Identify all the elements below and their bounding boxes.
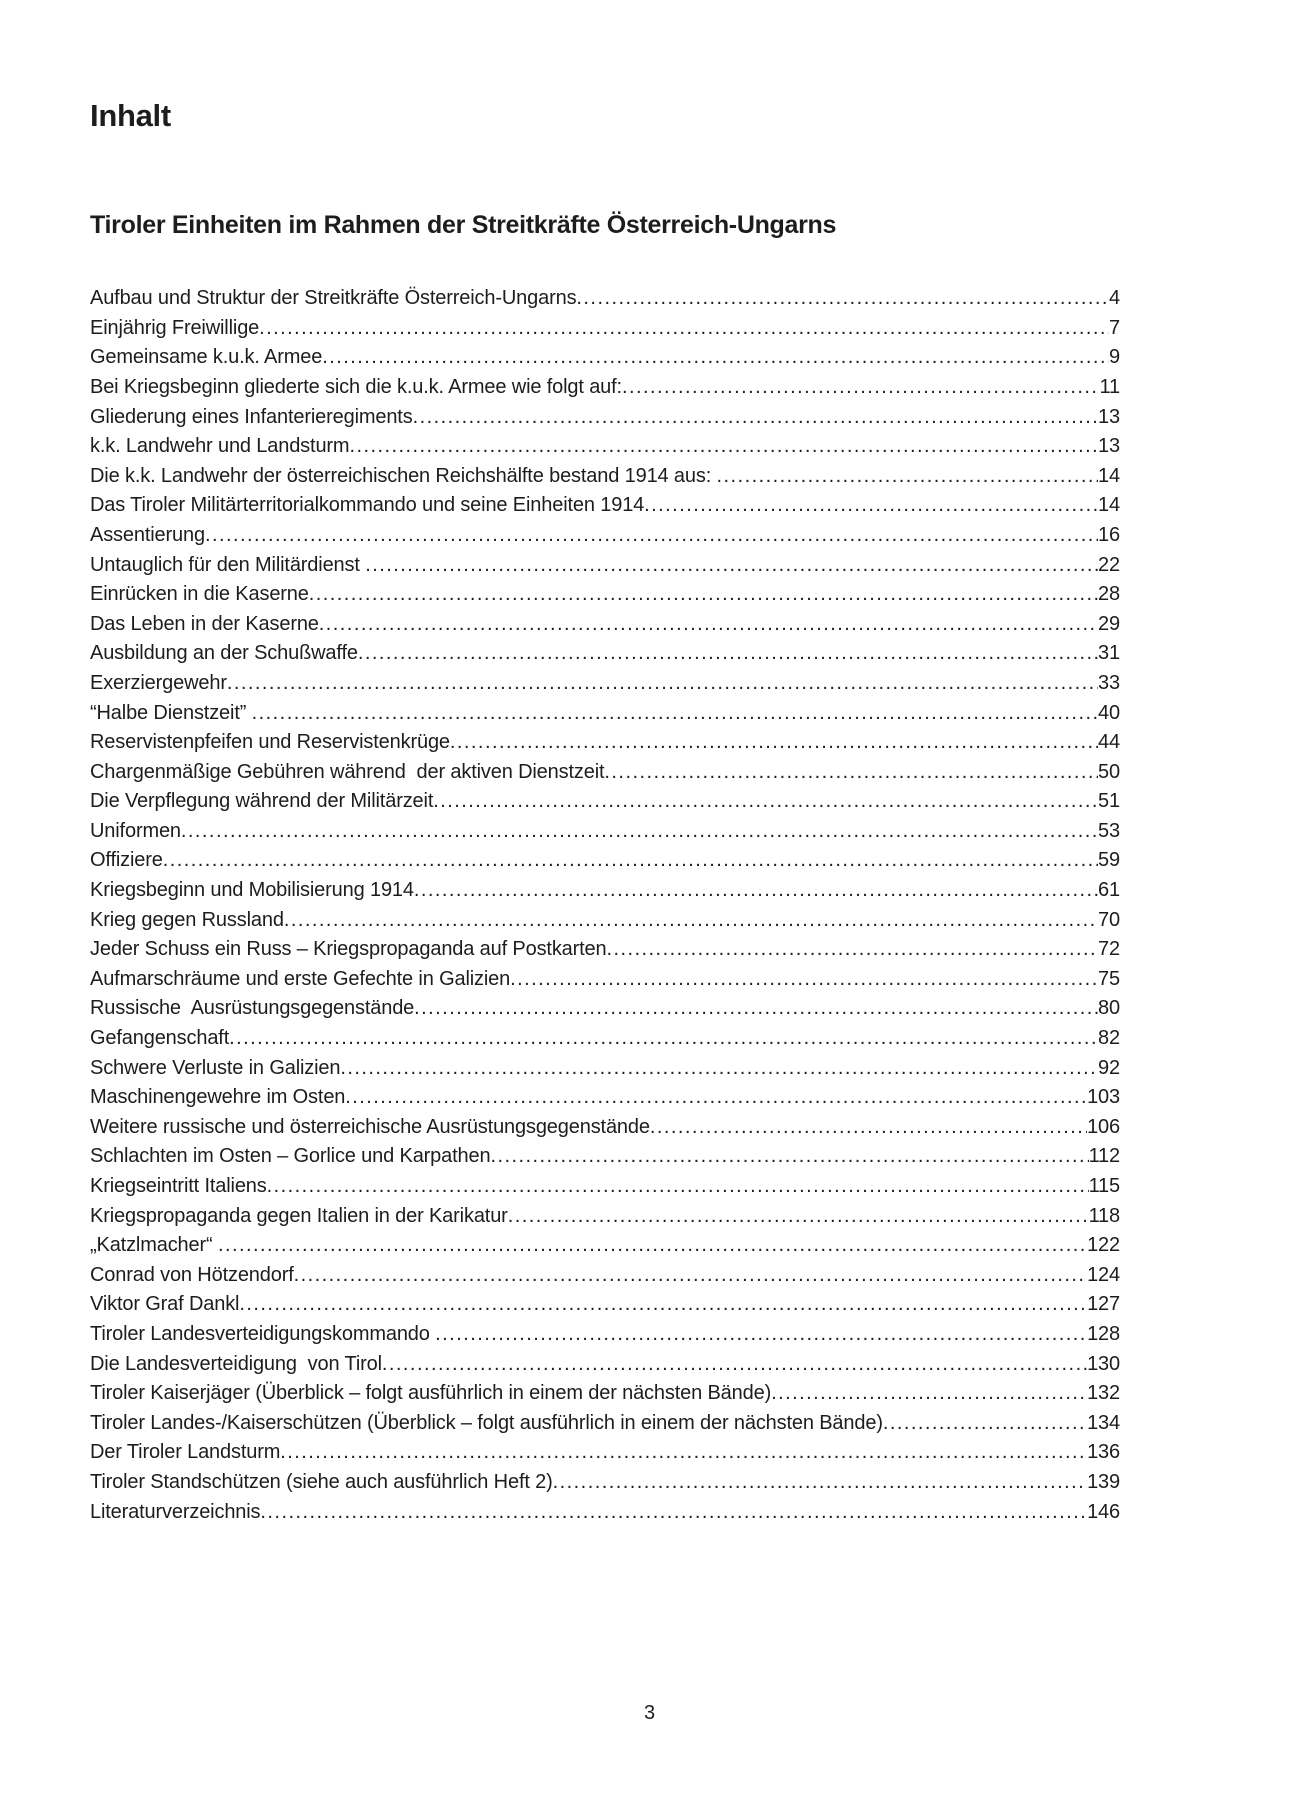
toc-entry-page-number: 132 — [1087, 1382, 1120, 1405]
toc-entry-page-number: 70 — [1098, 908, 1120, 931]
toc-entry — [90, 403, 1120, 433]
toc-entry-title: “Halbe Dienstzeit” — [90, 701, 252, 724]
toc-entry-title: Aufmarschräume und erste Gefechte in Galizien — [90, 967, 511, 990]
toc-entry — [90, 639, 1120, 669]
toc-entry-title: Conrad von Hötzendorf — [90, 1263, 294, 1286]
toc-entry-title: Offiziere — [90, 849, 163, 872]
toc-leader-dots — [349, 432, 1098, 462]
toc-entry-page-number: 82 — [1098, 1027, 1120, 1050]
toc-entry-title: Tiroler Kaiserjäger (Überblick – folgt ausführlich in einem der nächsten Bände) — [90, 1382, 772, 1405]
toc-leader-dots — [413, 403, 1098, 433]
toc-entry-page-number: 92 — [1098, 1056, 1120, 1079]
toc-leader-dots — [267, 1172, 1089, 1202]
toc-entry-page-number: 7 — [1109, 316, 1120, 339]
toc-leader-dots — [622, 373, 1100, 403]
toc-entry-title: Kriegseintritt Italiens — [90, 1175, 267, 1197]
toc-entry-page-number: 22 — [1098, 553, 1120, 576]
toc-entry-page-number: 28 — [1098, 583, 1120, 606]
toc-entry — [90, 699, 1120, 729]
toc-entry-page-number: 115 — [1088, 1175, 1120, 1197]
toc-entry-page-number: 11 — [1099, 375, 1120, 398]
page-content — [90, 0, 1120, 1527]
toc-leader-dots — [322, 343, 1109, 373]
toc-leader-dots — [319, 610, 1098, 640]
toc-entry-page-number: 59 — [1098, 849, 1120, 872]
toc-entry — [90, 462, 1120, 492]
toc-entry-title: Schwere Verluste in Galizien — [90, 1056, 341, 1079]
toc-leader-dots — [604, 758, 1098, 788]
toc-entry-page-number: 72 — [1098, 938, 1120, 961]
toc-leader-dots — [294, 1261, 1087, 1291]
toc-entry-title: Kriegspropaganda gegen Italien in der Karikatur — [90, 1204, 508, 1227]
toc-entry — [90, 373, 1120, 403]
toc-entry — [90, 1172, 1120, 1202]
toc-entry — [90, 965, 1120, 995]
toc-entry-title: Einjährig Freiwillige — [90, 316, 260, 339]
toc-entry-page-number: 13 — [1098, 435, 1120, 458]
toc-leader-dots — [259, 314, 1109, 344]
toc-entry-title: Chargenmäßige Gebühren während der aktiven Dienstzeit — [90, 760, 605, 783]
toc-entry — [90, 1054, 1120, 1084]
toc-entry — [90, 1113, 1120, 1143]
toc-entry — [90, 728, 1120, 758]
toc-entry-page-number: 53 — [1098, 819, 1120, 842]
toc-entry-title: Aufbau und Struktur der Streitkräfte Österreich-Ungarns — [90, 287, 577, 310]
toc-entry-page-number: 29 — [1098, 612, 1120, 635]
toc-leader-dots — [260, 1498, 1087, 1528]
toc-leader-dots — [553, 1468, 1087, 1498]
toc-entry-page-number: 9 — [1109, 346, 1120, 369]
toc-leader-dots — [433, 787, 1098, 817]
toc-entry-title: Kriegsbeginn und Mobilisierung 1914 — [90, 879, 414, 902]
toc-entry — [90, 817, 1120, 847]
toc-list — [90, 240, 1120, 1527]
toc-leader-dots — [414, 876, 1098, 906]
toc-leader-dots — [340, 1054, 1098, 1084]
toc-leader-dots — [644, 491, 1098, 521]
toc-entry — [90, 787, 1120, 817]
toc-entry-title: Das Tiroler Militärterritorialkommando und seine Einheiten 1914 — [90, 494, 645, 517]
toc-entry-title: Tiroler Landes-/Kaiserschützen (Überblick – folgt ausführlich in einem der nächsten Bände) — [90, 1411, 883, 1434]
toc-entry — [90, 1024, 1120, 1054]
toc-entry-page-number: 130 — [1087, 1352, 1120, 1375]
toc-entry-title: Tiroler Landesverteidigungskommando — [90, 1322, 436, 1345]
toc-entry — [90, 284, 1120, 314]
toc-entry-page-number: 139 — [1087, 1470, 1120, 1493]
toc-entry-page-number: 14 — [1098, 464, 1120, 487]
toc-entry — [90, 876, 1120, 906]
toc-entry-title: Uniformen — [90, 819, 181, 842]
toc-entry-page-number: 146 — [1087, 1500, 1120, 1523]
toc-entry — [90, 1379, 1120, 1409]
toc-leader-dots — [650, 1113, 1087, 1143]
toc-leader-dots — [510, 965, 1098, 995]
toc-leader-dots — [717, 462, 1099, 492]
toc-entry — [90, 610, 1120, 640]
toc-entry-title: Gemeinsame k.u.k. Armee — [90, 346, 323, 369]
toc-entry — [90, 846, 1120, 876]
toc-leader-dots — [239, 1290, 1087, 1320]
toc-entry — [90, 669, 1120, 699]
toc-entry-title: Schlachten im Osten – Gorlice und Karpathen — [90, 1145, 491, 1168]
toc-entry-page-number: 44 — [1098, 731, 1120, 754]
section-heading: Tiroler Einheiten im Rahmen der Streitkräfte Österreich-Ungarns — [90, 211, 837, 240]
toc-entry-title: „Katzlmacher“ — [90, 1234, 218, 1257]
toc-entry-page-number: 51 — [1098, 790, 1120, 813]
toc-entry-page-number: 122 — [1087, 1234, 1120, 1257]
toc-entry — [90, 521, 1120, 551]
toc-entry-title: Weitere russische und österreichische Ausrüstungsgegenstände — [90, 1115, 650, 1138]
footer-page-number: 3 — [643, 1702, 656, 1724]
toc-entry — [90, 1231, 1120, 1261]
toc-entry-title: Untauglich für den Militärdienst — [90, 553, 366, 576]
toc-leader-dots — [309, 580, 1098, 610]
toc-leader-dots — [284, 906, 1098, 936]
toc-entry — [90, 432, 1120, 462]
toc-entry-title: Ausbildung an der Schußwaffe — [90, 642, 358, 665]
toc-entry — [90, 343, 1120, 373]
toc-entry — [90, 758, 1120, 788]
toc-entry-title: Krieg gegen Russland — [90, 908, 284, 931]
toc-entry-page-number: 61 — [1098, 879, 1120, 902]
toc-entry-page-number: 112 — [1088, 1145, 1120, 1168]
toc-leader-dots — [576, 284, 1109, 314]
toc-entry-page-number: 13 — [1098, 405, 1120, 428]
toc-entry-title: Der Tiroler Landsturm — [90, 1441, 281, 1464]
toc-entry — [90, 551, 1120, 581]
toc-entry-title: Gefangenschaft — [90, 1027, 230, 1050]
toc-entry-title: Jeder Schuss ein Russ – Kriegspropaganda auf Postkarten — [90, 938, 607, 961]
toc-entry-page-number: 124 — [1087, 1263, 1120, 1286]
toc-entry-title: Gliederung eines Infanterieregiments — [90, 405, 413, 428]
toc-entry-title: Literaturverzeichnis — [90, 1500, 261, 1523]
toc-entry-page-number: 40 — [1098, 701, 1120, 724]
toc-entry-page-number: 103 — [1087, 1086, 1120, 1109]
toc-leader-dots — [280, 1438, 1087, 1468]
toc-leader-dots — [365, 551, 1098, 581]
toc-entry-page-number: 33 — [1098, 671, 1120, 694]
toc-entry-page-number: 118 — [1088, 1204, 1120, 1227]
toc-leader-dots — [607, 935, 1099, 965]
toc-leader-dots — [883, 1409, 1087, 1439]
toc-entry-title: Die k.k. Landwehr der österreichischen Reichshälfte bestand 1914 aus: — [90, 464, 717, 487]
toc-entry — [90, 1083, 1120, 1113]
toc-entry — [90, 1261, 1120, 1291]
toc-leader-dots — [382, 1350, 1087, 1380]
toc-entry-title: Das Leben in der Kaserne — [90, 612, 319, 635]
toc-entry — [90, 580, 1120, 610]
toc-leader-dots — [508, 1202, 1089, 1232]
toc-entry-page-number: 14 — [1098, 494, 1120, 517]
toc-entry — [90, 1409, 1120, 1439]
toc-entry-title: Die Landesverteidigung von Tirol — [90, 1352, 382, 1375]
toc-entry — [90, 1350, 1120, 1380]
toc-entry-title: Reservistenpfeifen und Reservistenkrüge — [90, 731, 450, 754]
toc-leader-dots — [163, 846, 1098, 876]
toc-entry-page-number: 31 — [1098, 642, 1120, 665]
toc-leader-dots — [490, 1142, 1088, 1172]
toc-leader-dots — [771, 1379, 1087, 1409]
toc-leader-dots — [205, 521, 1098, 551]
toc-leader-dots — [414, 994, 1098, 1024]
toc-leader-dots — [345, 1083, 1087, 1113]
toc-entry-page-number: 16 — [1098, 523, 1120, 546]
toc-entry-title: k.k. Landwehr und Landsturm — [90, 435, 350, 458]
toc-entry — [90, 491, 1120, 521]
toc-entry-page-number: 50 — [1098, 760, 1120, 783]
toc-entry-title: Exerziergewehr — [90, 671, 227, 694]
toc-entry — [90, 1468, 1120, 1498]
toc-entry — [90, 1438, 1120, 1468]
toc-entry-title: Bei Kriegsbeginn gliederte sich die k.u.k. Armee wie folgt auf: — [90, 375, 622, 398]
toc-leader-dots — [435, 1320, 1087, 1350]
toc-entry-page-number: 4 — [1109, 287, 1120, 310]
toc-leader-dots — [252, 699, 1098, 729]
toc-leader-dots — [358, 639, 1098, 669]
toc-entry-page-number: 136 — [1087, 1441, 1120, 1464]
toc-entry-page-number: 80 — [1098, 997, 1120, 1020]
toc-entry — [90, 994, 1120, 1024]
toc-leader-dots — [227, 669, 1098, 699]
toc-entry-title: Tiroler Standschützen (siehe auch ausführlich Heft 2) — [90, 1470, 553, 1493]
toc-entry-title: Die Verpflegung während der Militärzeit — [90, 790, 434, 813]
toc-entry-title: Viktor Graf Dankl — [90, 1293, 240, 1316]
toc-entry-title: Einrücken in die Kaserne — [90, 583, 309, 606]
toc-entry — [90, 314, 1120, 344]
toc-entry-page-number: 127 — [1087, 1293, 1120, 1316]
toc-entry-title: Russische Ausrüstungsgegenstände — [90, 997, 415, 1020]
toc-leader-dots — [229, 1024, 1098, 1054]
toc-entry — [90, 1320, 1120, 1350]
toc-entry-page-number: 75 — [1098, 967, 1120, 990]
page-title: Inhalt — [90, 98, 171, 133]
toc-leader-dots — [218, 1231, 1087, 1261]
toc-entry — [90, 1142, 1120, 1172]
toc-entry — [90, 1202, 1120, 1232]
toc-entry-page-number: 128 — [1087, 1322, 1120, 1345]
toc-leader-dots — [450, 728, 1098, 758]
toc-entry-page-number: 134 — [1087, 1411, 1120, 1434]
toc-leader-dots — [181, 817, 1098, 847]
toc-entry-page-number: 106 — [1087, 1115, 1120, 1138]
toc-entry-title: Maschinengewehre im Osten — [90, 1086, 346, 1109]
toc-entry-title: Assentierung — [90, 523, 205, 546]
toc-entry — [90, 935, 1120, 965]
toc-entry — [90, 1498, 1120, 1528]
toc-entry — [90, 1290, 1120, 1320]
toc-entry — [90, 906, 1120, 936]
